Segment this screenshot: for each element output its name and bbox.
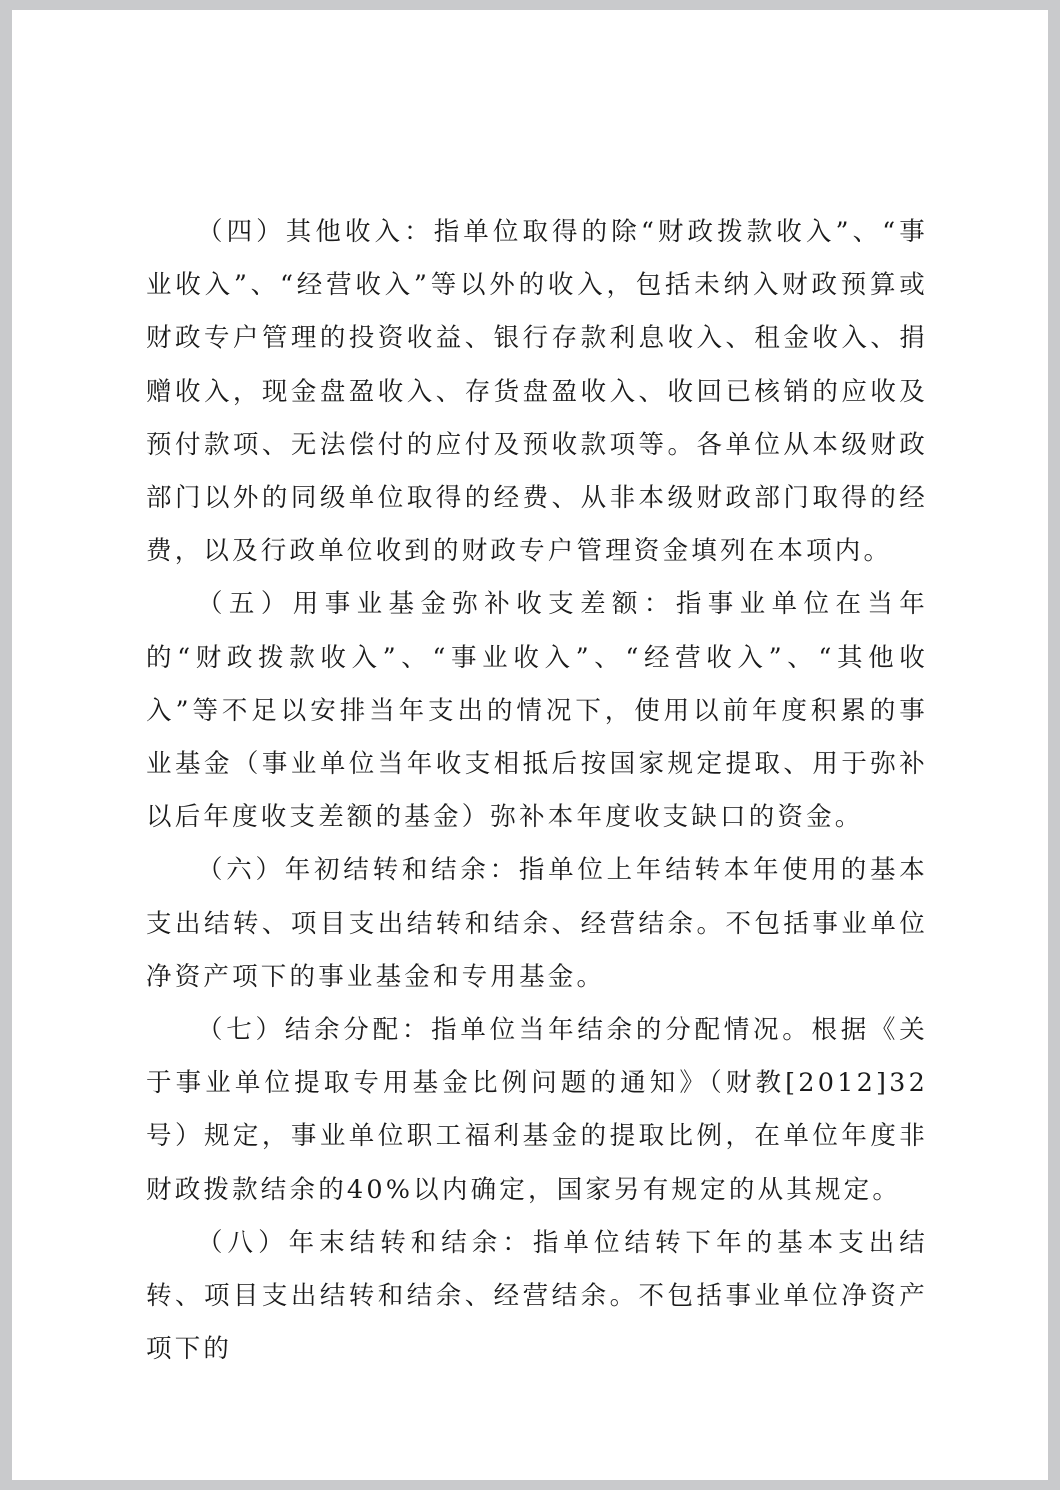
document-page bbox=[12, 10, 1048, 1480]
paragraph-business-fund-offset: （五）用事业基金弥补收支差额：指事业单位在当年的“财政拨款收入”、“事业收入”、“经营收入”、“其他收入”等不足以安排当年支出的情况下，使用以前年度积累的事业基金（事业单位当年收支相抵后按国家规定提取、用于弥补以后年度收支差额的基金）弥补本年度收支缺口的资金。 bbox=[146, 589, 928, 833]
document-body bbox=[146, 206, 928, 1376]
paragraph-closing-carryover: （八）年末结转和结余：指单位结转下年的基本支出结转、项目支出结转和结余、经营结余。不包括事业单位净资产项下的 bbox=[146, 1227, 928, 1365]
paragraph-opening-carryover: （六）年初结转和结余：指单位上年结转本年使用的基本支出结转、项目支出结转和结余、经营结余。不包括事业单位净资产项下的事业基金和专用基金。 bbox=[146, 855, 928, 992]
paragraph-surplus-distribution: （七）结余分配：指单位当年结余的分配情况。根据《关于事业单位提取专用基金比例问题的通知》（财教[2012]32号）规定，事业单位职工福利基金的提取比例，在单位年度非财政拨款结余的40%以内确定，国家另有规定的从其规定。 bbox=[146, 1015, 928, 1205]
paragraph-other-income: （四）其他收入：指单位取得的除“财政拨款收入”、“事业收入”、“经营收入”等以外的收入，包括未纳入财政预算或财政专户管理的投资收益、银行存款利息收入、租金收入、捐赠收入，现金盘盈收入、存货盘盈收入、收回已核销的应收及预付款项、无法偿付的应付及预收款项等。各单位从本级财政部门以外的同级单位取得的经费、从非本级财政部门取得的经费，以及行政单位收到的财政专户管理资金填列在本项内。 bbox=[146, 217, 928, 567]
